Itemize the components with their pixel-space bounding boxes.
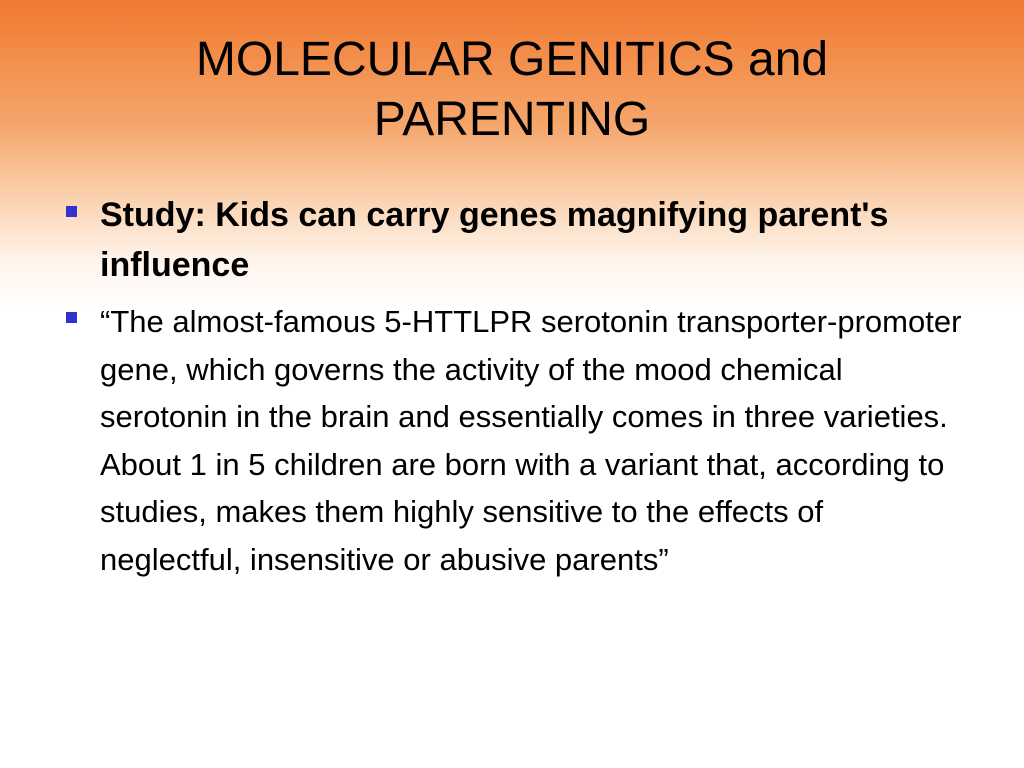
bullet-text: “The almost-famous 5-HTTLPR serotonin transporter-promoter gene, which governs the activity of the mood chemical serotonin in the brain and essentially comes in three varieties. About 1 in 5 children are born with a variant that, according to studies, makes them highly sensitive to the effects of neglectful, insensitive or abusive parents” (100, 304, 962, 577)
square-bullet-icon (66, 312, 77, 323)
bullet-item-study (60, 190, 970, 290)
bullet-item-quote (60, 298, 970, 583)
slide-title: MOLECULAR GENITICS and PARENTING (195, 33, 829, 146)
bullet-text: Study: Kids can carry genes magnifying parent's influence (100, 196, 889, 284)
bullet-list (60, 190, 970, 583)
square-bullet-icon (66, 206, 77, 217)
